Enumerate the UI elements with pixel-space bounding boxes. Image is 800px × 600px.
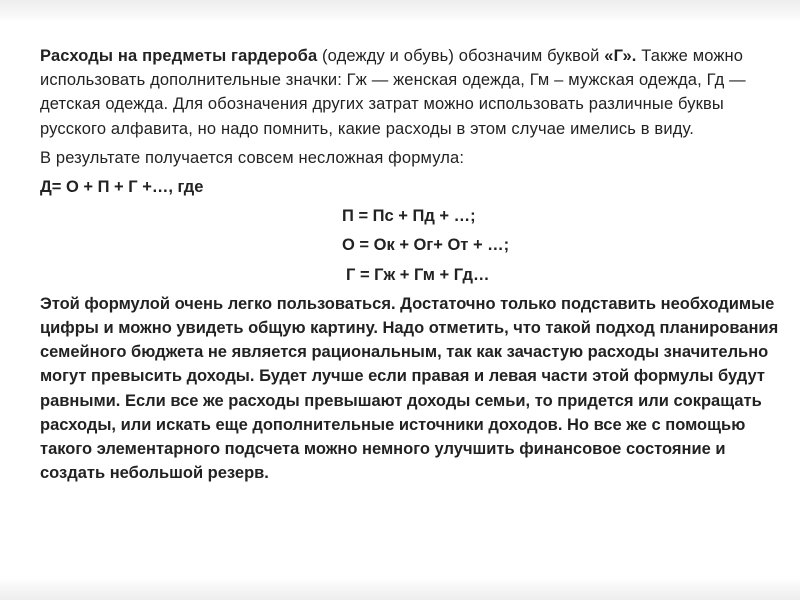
wardrobe-letter: «Г». xyxy=(604,47,637,65)
formula-main-text: Д= О + П + Г +…, где xyxy=(40,178,204,197)
bottom-rule xyxy=(0,578,800,600)
formula-p-text: П = Пс + Пд + …; xyxy=(342,207,476,226)
wardrobe-term: Расходы на предметы гардероба xyxy=(40,47,318,65)
formula-o xyxy=(14,233,792,257)
formula-usage-text: Этой формулой очень легко пользоваться. Достаточно только подставить необходимые цифры и можно увидеть общую картину. Надо отметить, что такой подход планирования семейного бюджета не является рациональным, так как зачастую расходы значительно могут превысить доходы. Будет лучше если правая и левая части этой формулы будут равными. Если все же расходы превышают доходы семьи, то придется или сокращать расходы, или искать еще дополнительные источники доходов. Но все же с помощью такого элементарного подсчета можно немного улучшить финансовое состояние и создать небольшой резерв. xyxy=(40,294,779,483)
formula-main xyxy=(14,175,792,199)
formula-g-text: Г = Гж + Гм + Гд… xyxy=(346,265,490,284)
formula-g xyxy=(14,263,792,287)
wardrobe-details: Также можно использовать дополнительные значки: Гж — женская одежда, Гм – мужская одежда, Гд — детская одежда. Для обозначения других затрат можно использовать различные буквы русского алфавита, но надо помнить, какие расходы в этом случае имелись в виду. xyxy=(40,47,746,138)
slide-content xyxy=(14,44,792,485)
formula-p xyxy=(14,204,792,228)
paragraph-result-intro xyxy=(14,146,792,170)
result-intro-text: В результате получается совсем несложная формула: xyxy=(40,148,465,167)
wardrobe-description: (одежду и обувь) обозначим буквой xyxy=(317,47,605,65)
paragraph-wardrobe-expenses xyxy=(14,44,792,141)
top-rule xyxy=(0,0,800,22)
formula-o-text: О = Ок + Ог+ От + …; xyxy=(342,236,510,255)
paragraph-formula-usage xyxy=(14,292,792,486)
